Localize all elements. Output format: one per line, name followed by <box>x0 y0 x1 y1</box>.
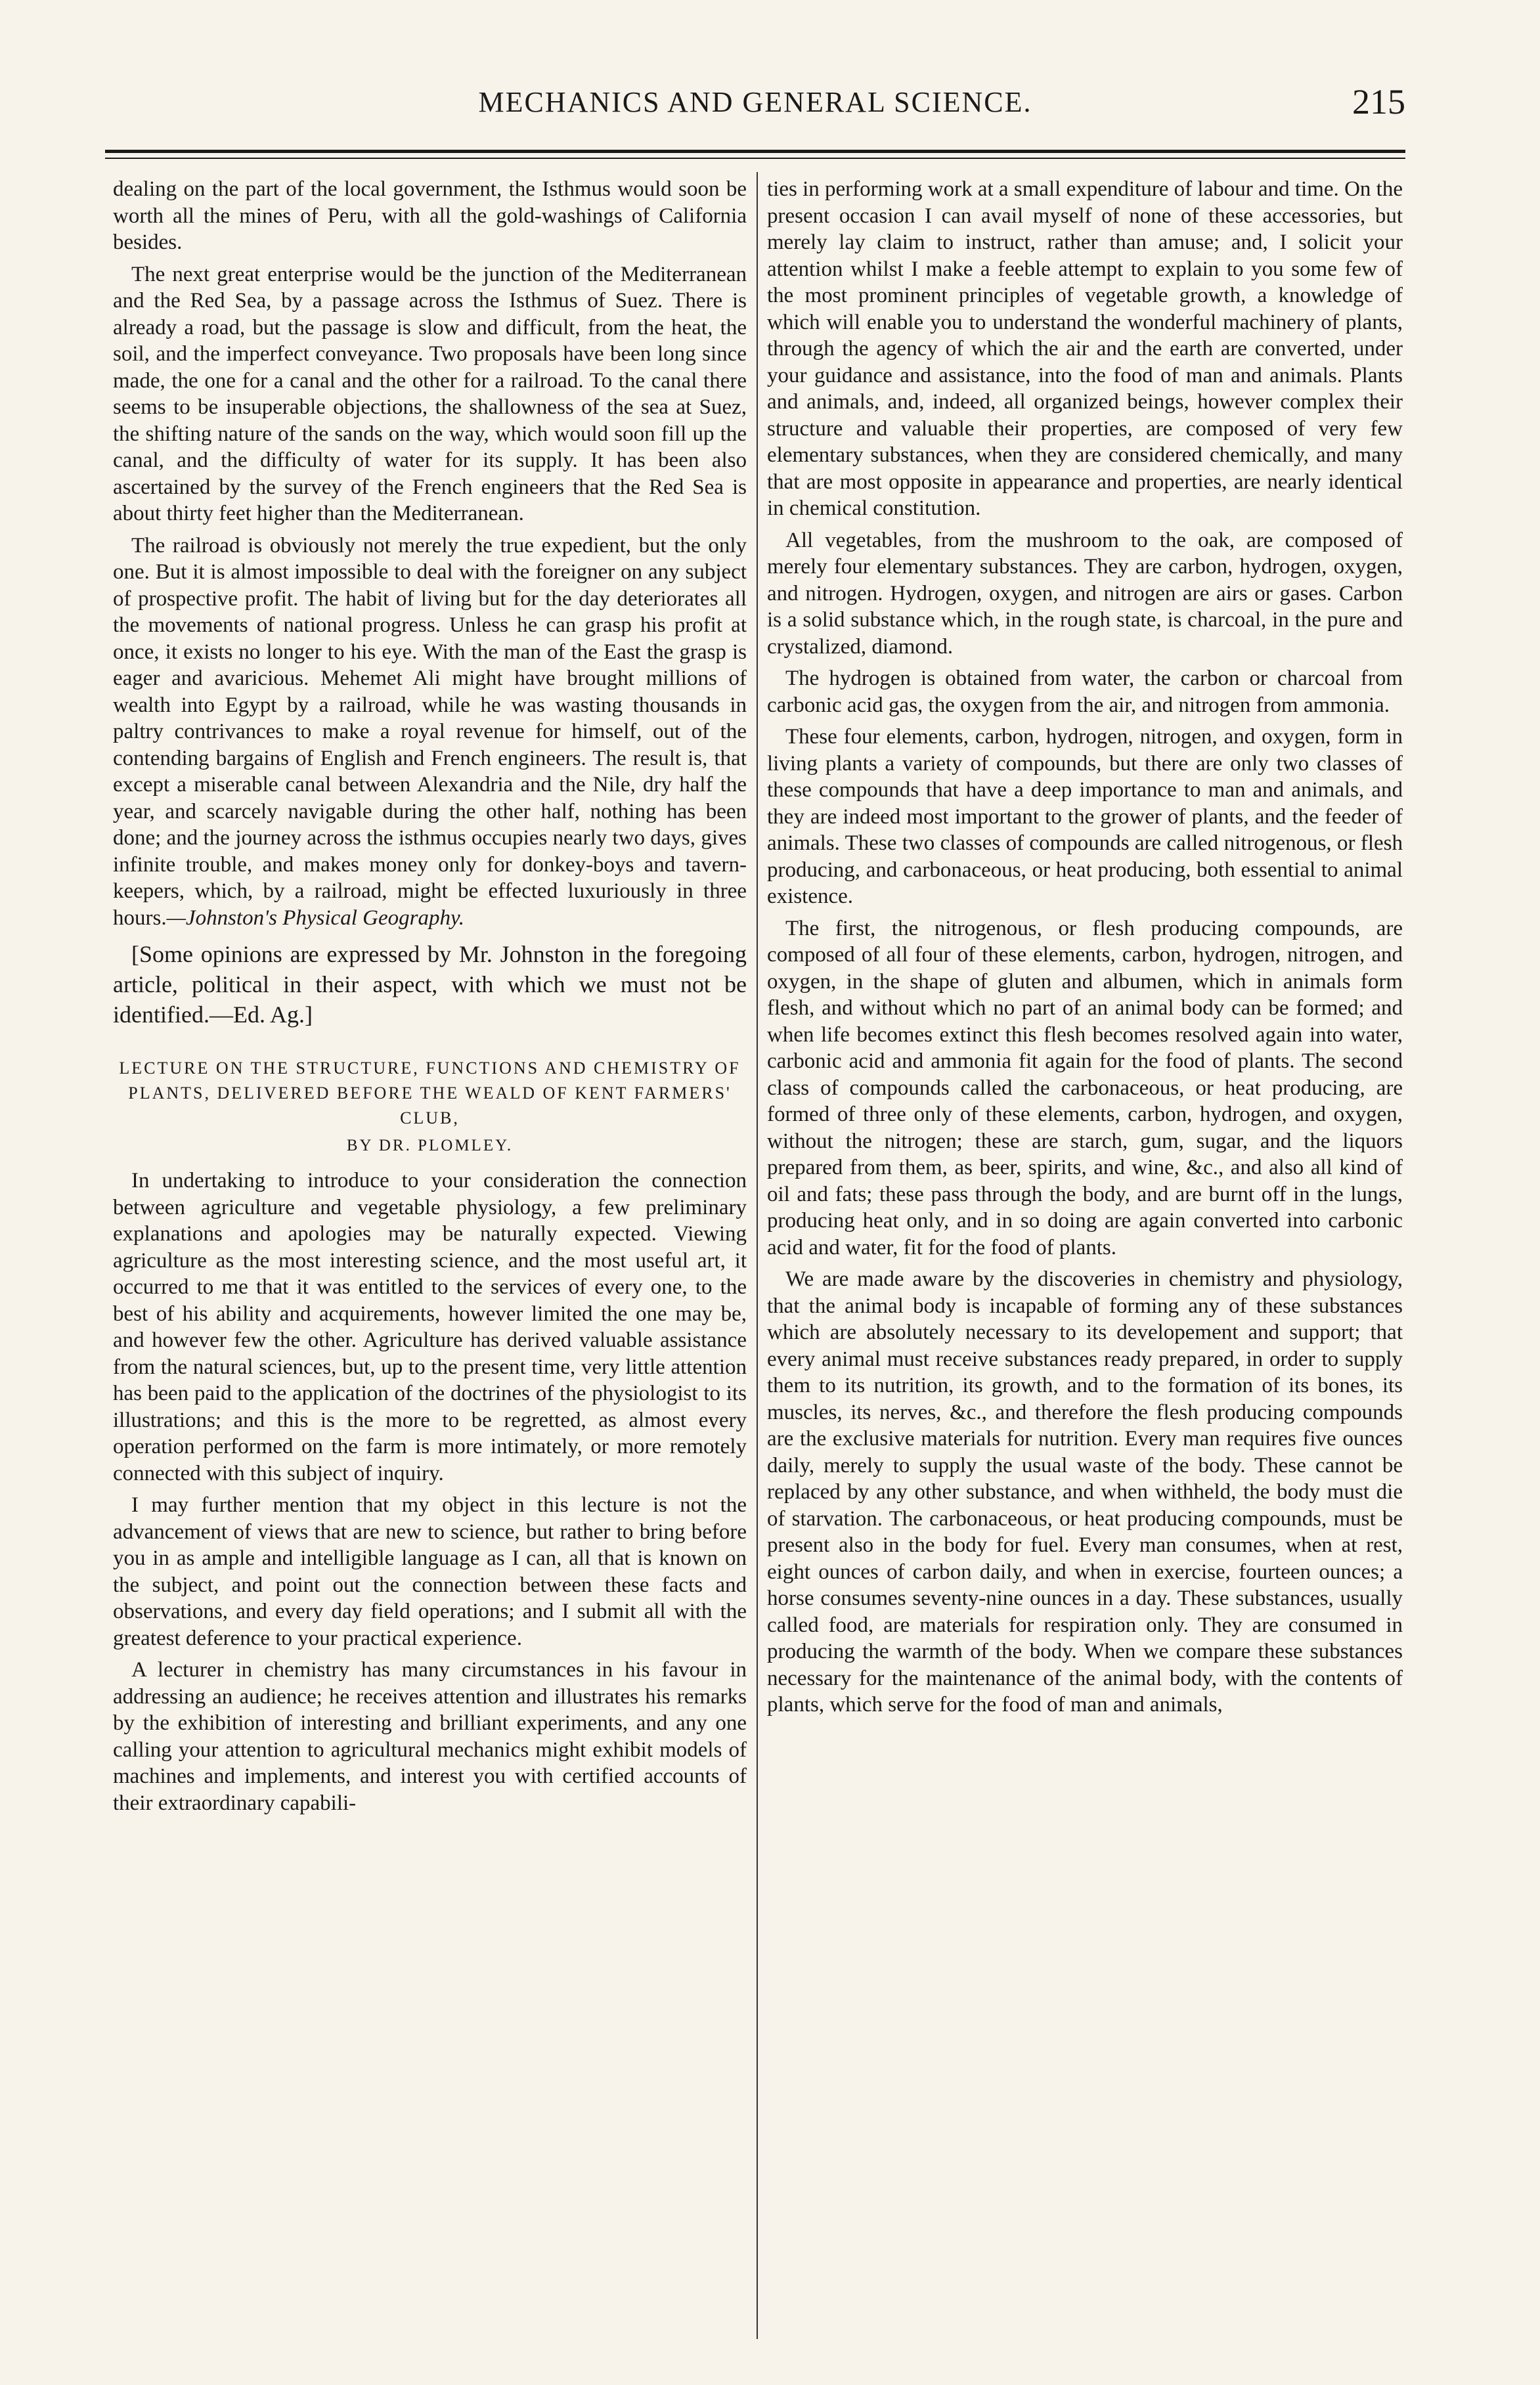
right-column <box>767 176 1403 2343</box>
paragraph: We are made aware by the discoveries in chemistry and physiology, that the animal body is incapable of forming any of these substances which are absolutely necessary to its developement and support; that every animal must receive substances ready prepared, in order to supply them to its nutrition, its growth, and to the formation of its bones, its muscles, its nerves, &c., and therefore the flesh producing compounds are the exclusive materials for nutrition. Every man requires five ounces daily, merely to supply the usual waste of the body. These cannot be replaced by any other substance, and when withheld, the body must die of starvation. The carbonaceous, or heat producing compounds, must be present also in the body for fuel. Every man consumes, when at rest, eight ounces of carbon daily, and when in exercise, fourteen ounces; a horse consumes seventy-nine ounces in a day. These substances, usually called food, are materials for respiration only. They are consumed in producing the warmth of the body. When we compare these substances necessary for the maintenance of the animal body, with the contents of plants, which serve for the food of man and animals, <box>767 1267 1403 1717</box>
header-rule-thick <box>105 150 1405 153</box>
paragraph: A lecturer in chemistry has many circumstances in his favour in addressing an audience; he receives attention and illustrates his remarks by the exhibition of interesting and brilliant experiments, and any one calling your attention to agricultural mechanics might exhibit models of machines and implements, and interest you with certified accounts of their extraordinary capabili- <box>113 1658 747 1815</box>
running-title: MECHANICS AND GENERAL SCIENCE. <box>478 86 1032 118</box>
header-rule-thin <box>105 158 1405 159</box>
paragraph: The first, the nitrogenous, or flesh producing compounds, are composed of all four of these elements, carbon, hydrogen, nitrogen, and oxygen, in the shape of gluten and albumen, which in animals form flesh, and without which no part of an animal body can be formed; and when life becomes extinct this flesh becomes resolved again into water, carbonic acid and ammonia fit again for the food of plants. The second class of compounds called the carbonaceous, or heat producing, are formed of three only of these elements, carbon, hydrogen, and oxygen, without the nitrogen; these are starch, gum, sugar, and the liquors prepared from them, as beer, spirits, and wine, &c., and also all kind of oil and fats; these pass through the body, and are burnt off in the lungs, producing heat only, and in so doing are again converted into carbonic acid and water, fit for the food of plants. <box>767 916 1403 1259</box>
paragraph <box>113 533 747 932</box>
paragraph: The hydrogen is obtained from water, the carbon or charcoal from carbonic acid gas, the oxygen from the air, and nitrogen from ammonia. <box>767 667 1403 717</box>
column-divider <box>757 172 758 2339</box>
editor-note: [Some opinions are expressed by Mr. Johnston in the foregoing article, political in their aspect, with which we must not be identified.—Ed. Ag.] <box>113 941 747 1028</box>
paragraph: The next great enterprise would be the junction of the Mediterranean and the Red Sea, by a passage across the Isthmus of Suez. There is already a road, but the passage is slow and difficult, from the heat, the soil, and the imperfect conveyance. Two proposals have been long since made, the one for a canal and the other for a railroad. To the canal there seems to be insuperable objections, the shallowness of the sea at Suez, the shifting nature of the sands on the way, which would soon fill up the canal, and the difficulty of water for its supply. It has been also ascertained by the survey of the French engineers that the Red Sea is about thirty feet higher than the Mediterranean. <box>113 262 747 525</box>
paragraph: These four elements, carbon, hydrogen, nitrogen, and oxygen, form in living plants a variety of compounds, but there are only two classes of these compounds that have a deep importance to man and animals, and they are indeed most important to the grower of plants, and the feeder of animals. These two classes of compounds are called nitrogenous, or flesh producing, and carbonaceous, or heat producing, both essential to animal existence. <box>767 725 1403 908</box>
paragraph: All vegetables, from the mushroom to the oak, are composed of merely four elementary substances. They are carbon, hydrogen, oxygen, and nitrogen. Hydrogen, oxygen, and nitrogen are airs or gases. Carbon is a solid substance which, in the rough state, is charcoal, in the pure and crystalized, diamond. <box>767 528 1403 659</box>
paragraph: I may further mention that my object in this lecture is not the advancement of views that are new to science, but rather to bring before you in as ample and intelligible language as I can, all that is known on the subject, and point out the connection between these facts and observations, and every day field operations; and I submit all with the greatest deference to your practical experience. <box>113 1493 747 1650</box>
page-number: 215 <box>1352 82 1405 121</box>
paragraph: In undertaking to introduce to your consideration the connection between agriculture and vegetable physiology, a few preliminary explanations and apologies may be naturally expected. Viewing agriculture as the most interesting science, and the most useful art, it occurred to me that it was entitled to the services of every one, to the best of his ability and acquirements, however limited the one may be, and however few the other. Agriculture has derived valuable assistance from the natural sciences, but, up to the present time, very little attention has been paid to the application of the doctrines of the physiologist to its illustrations; and this is the more to be regretted, as almost every operation performed on the farm is more intimately, or more remotely connected with this subject of inquiry. <box>113 1169 747 1485</box>
lecture-title: LECTURE ON THE STRUCTURE, FUNCTIONS AND CHEMISTRY OF PLANTS, DELIVERED BEFORE THE WEALD OF KENT FARMERS' CLUB, <box>119 1059 741 1127</box>
citation: —Johnston's Physical Geography. <box>166 906 465 930</box>
running-head <box>105 82 1405 138</box>
lecture-byline: BY DR. PLOMLEY. <box>346 1137 514 1154</box>
lecture-heading <box>113 1056 747 1158</box>
paragraph-text: The railroad is obviously not merely the true expedient, but the only one. But it is almost impossible to deal with the foreigner on any subject of prospective profit. The habit of living but for the day deteriorates all the movements of national progress. Unless he can grasp his profit at once, it exists no longer to his eye. With the man of the East the grasp is eager and avaricious. Mehemet Ali might have brought millions of wealth into Egypt by a railroad, while he was wasting thousands in paltry contrivances to make a royal revenue for himself, out of the contending bargains of English and French engineers. The result is, that except a miserable canal between Alexandria and the Nile, dry half the year, and scarcely navigable during the other half, nothing has been done; and the journey across the isthmus occupies nearly two days, gives infinite trouble, and makes money only for donkey-boys and tavern-keepers, which, by a railroad, might be effected luxuriously in three hours. <box>113 533 747 930</box>
paragraph: ties in performing work at a small expenditure of labour and time. On the present occasion I can avail myself of none of these accessories, but merely lay claim to instruct, rather than amuse; and, I solicit your attention whilst I make a feeble attempt to explain to you some few of the most prominent principles of vegetable growth, a knowledge of which will enable you to understand the wonderful machinery of plants, through the agency of which the air and the earth are converted, under your guidance and assistance, into the food of man and animals. Plants and animals, and, indeed, all organized beings, however complex their structure and valuable their properties, are composed of very few elementary substances, when they are considered chemically, and many that are most opposite in appearance and properties, are nearly identical in chemical constitution. <box>767 177 1403 520</box>
paragraph: dealing on the part of the local government, the Isthmus would soon be worth all the mines of Peru, with all the gold-washings of California besides. <box>113 177 747 254</box>
left-column <box>113 176 747 2343</box>
